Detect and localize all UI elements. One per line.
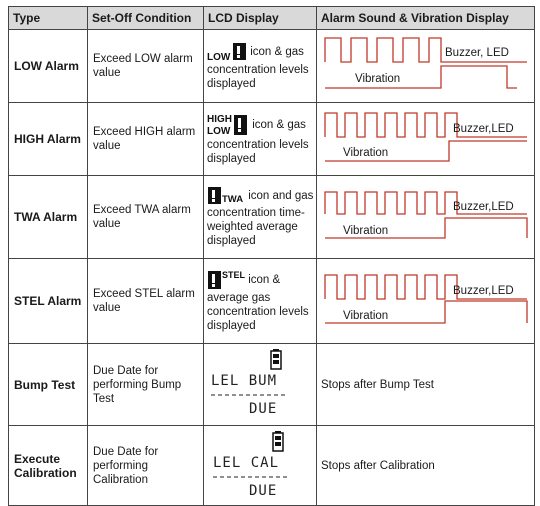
high-badge-label: HIGH — [207, 114, 232, 125]
vibration-label: Vibration — [343, 225, 389, 237]
alarm-waveform-cell — [317, 259, 535, 344]
lcd-line2: DUE — [249, 482, 278, 499]
header-lcd: LCD Display — [204, 7, 317, 30]
type-cell: LOW Alarm — [9, 30, 88, 103]
lcd-description: icon and gas concentration time-weighted average displayed — [207, 190, 314, 247]
condition-cell: Exceed STEL alarm value — [88, 259, 204, 344]
table-row-high-alarm — [9, 103, 535, 176]
twa-badge-label: TWA — [222, 194, 244, 205]
vibration-label: Vibration — [343, 310, 389, 322]
alarm-person-icon — [234, 115, 247, 135]
buzzer-label: Buzzer,LED — [453, 123, 514, 135]
waveform-diagram — [317, 30, 535, 102]
type-cell: TWA Alarm — [9, 176, 88, 259]
lcd-cell — [204, 103, 317, 176]
type-cell: HIGH Alarm — [9, 103, 88, 176]
stel-badge-label: STEL — [222, 270, 245, 280]
twa-alarm-badge — [207, 186, 245, 206]
condition-cell: Due Date for performing Bump Test — [88, 344, 204, 426]
waveform-diagram — [317, 176, 535, 258]
low-badge-label: LOW — [207, 52, 231, 63]
alarm-waveform-cell — [317, 176, 535, 259]
header-row — [9, 7, 535, 30]
lcd-description: icon & average gas concentration levels displayed — [207, 274, 309, 332]
stel-alarm-badge — [207, 269, 245, 291]
condition-cell: Exceed TWA alarm value — [88, 176, 204, 259]
lcd-cell — [204, 259, 317, 344]
header-type: Type — [9, 7, 88, 30]
alarm-waveform-cell — [317, 103, 535, 176]
lcd-cell — [204, 30, 317, 103]
result-cell: Stops after Calibration — [317, 426, 535, 506]
high-alarm-badge — [207, 112, 249, 138]
battery-icon — [271, 349, 281, 369]
type-cell: Bump Test — [9, 344, 88, 426]
header-alarm: Alarm Sound & Vibration Display — [317, 7, 535, 30]
lcd-segment-display — [207, 429, 313, 503]
type-cell: Execute Calibration — [9, 426, 88, 506]
battery-icon — [273, 431, 283, 451]
condition-cell: Exceed HIGH alarm value — [88, 103, 204, 176]
lcd-description: icon & gas concentration levels displayed — [207, 119, 309, 165]
alarm-person-icon — [208, 271, 221, 289]
lcd-cell — [204, 426, 317, 506]
alarm-person-icon — [208, 187, 221, 204]
buzzer-label: Buzzer, LED — [445, 47, 509, 59]
lcd-segment-display — [207, 347, 313, 423]
alarm-waveform-cell — [317, 30, 535, 103]
buzzer-label: Buzzer,LED — [453, 285, 514, 297]
lcd-line2: DUE — [249, 400, 278, 417]
buzzer-label: Buzzer,LED — [453, 201, 514, 213]
lcd-line1: LEL CAL — [213, 454, 280, 471]
lcd-line1: LEL BUM — [211, 372, 278, 389]
table-row-execute-calibration — [9, 426, 535, 506]
table-row-low-alarm — [9, 30, 535, 103]
condition-cell: Due Date for performing Calibration — [88, 426, 204, 506]
table-row-bump-test — [9, 344, 535, 426]
waveform-diagram — [317, 103, 535, 175]
low-alarm-badge — [207, 41, 247, 63]
lcd-cell — [204, 344, 317, 426]
vibration-label: Vibration — [355, 73, 401, 85]
header-condition: Set-Off Condition — [88, 7, 204, 30]
alarm-person-icon — [233, 43, 246, 60]
table-row-stel-alarm — [9, 259, 535, 344]
type-cell: STEL Alarm — [9, 259, 88, 344]
lcd-description: icon & gas concentration levels displayed — [207, 46, 309, 90]
alarm-table — [8, 6, 535, 506]
lcd-cell — [204, 176, 317, 259]
waveform-diagram — [317, 259, 535, 343]
result-cell: Stops after Bump Test — [317, 344, 535, 426]
vibration-label: Vibration — [343, 147, 389, 159]
condition-cell: Exceed LOW alarm value — [88, 30, 204, 103]
low-badge-label: LOW — [207, 126, 231, 137]
table-row-twa-alarm — [9, 176, 535, 259]
